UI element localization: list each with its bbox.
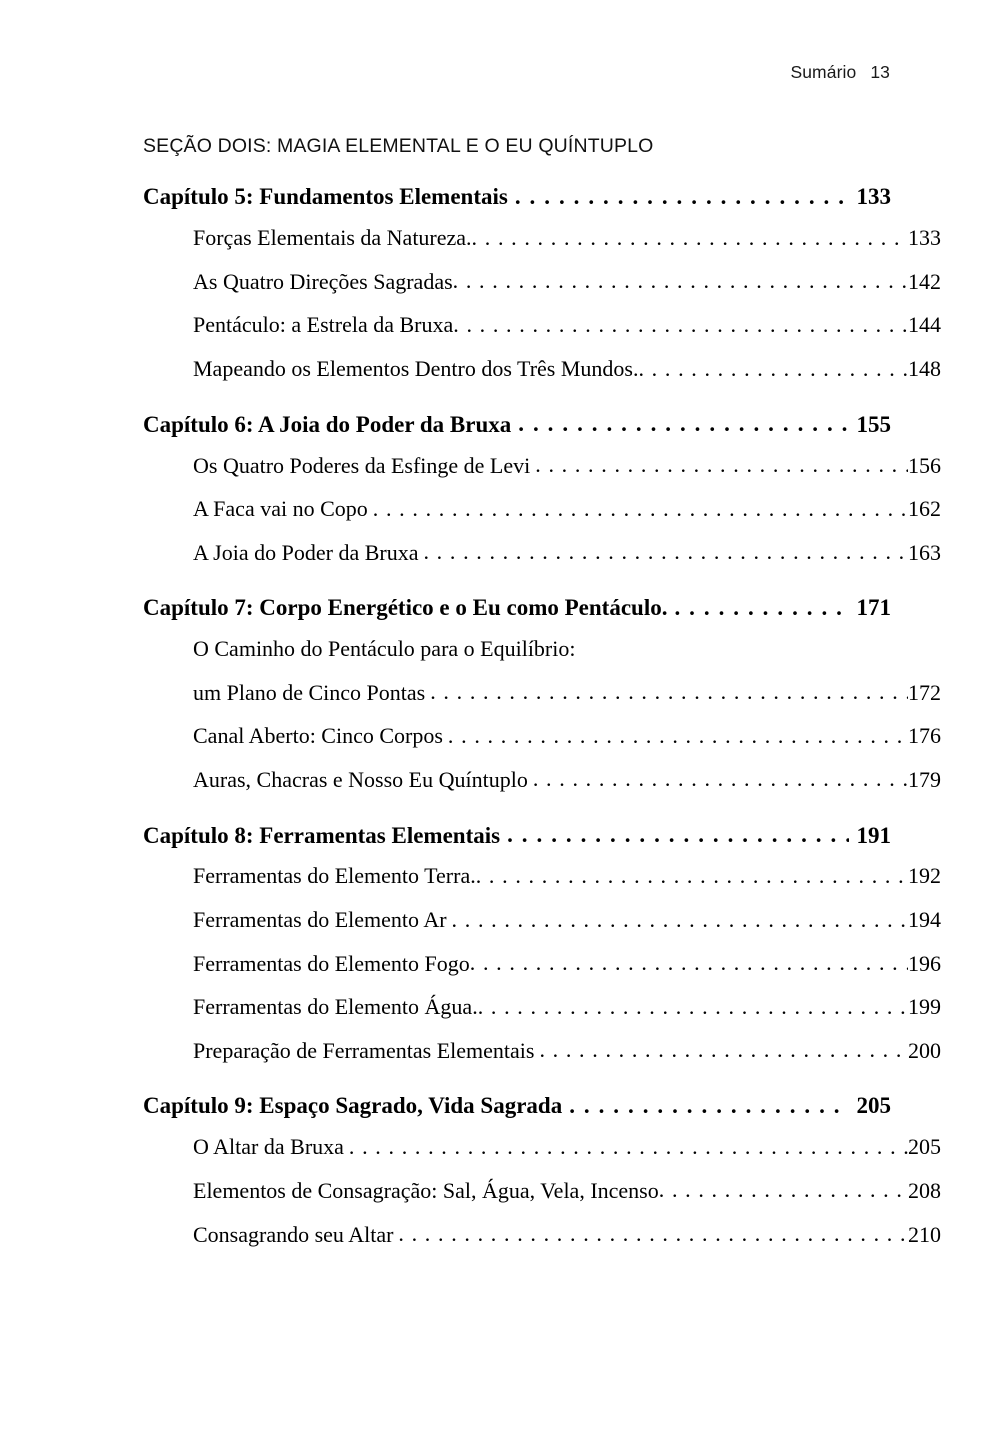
sub-entry[interactable]	[143, 1177, 941, 1206]
sub-entry-title: um Plano de Cinco Pontas	[193, 679, 426, 705]
dot-leader	[518, 409, 848, 439]
dot-leader	[515, 182, 849, 212]
section-heading: SEÇÃO DOIS: MAGIA ELEMENTAL E O EU QUÍNTUPLO	[143, 135, 654, 157]
dot-leader	[539, 1036, 908, 1065]
sub-entry-title: Ferramentas do Elemento Água.	[193, 994, 478, 1020]
sub-entry-title: Ferramentas do Elemento Terra.	[193, 863, 476, 889]
running-header-label: Sumário	[790, 62, 857, 82]
sub-entry-page-number: 179	[908, 766, 941, 792]
sub-entry[interactable]	[143, 268, 941, 297]
dot-leader	[638, 355, 908, 384]
sub-entry-title: As Quatro Direções Sagradas	[193, 268, 453, 294]
sub-entry[interactable]	[143, 539, 941, 568]
dot-leader	[452, 906, 908, 935]
chapter-page-number: 205	[856, 1093, 891, 1119]
sub-entry-title: Consagrando seu Altar	[193, 1221, 394, 1247]
sub-entry[interactable]	[143, 766, 941, 795]
dot-leader	[478, 993, 908, 1022]
table-of-contents	[143, 134, 941, 1249]
chapter-group	[143, 410, 941, 568]
sub-entry[interactable]	[143, 1133, 941, 1162]
dot-leader	[535, 451, 908, 480]
chapter-entry[interactable]	[143, 821, 891, 851]
chapter-entry[interactable]	[143, 182, 891, 212]
dot-leader	[507, 820, 848, 850]
chapter-group	[143, 821, 941, 1066]
dot-leader	[476, 862, 908, 891]
dot-leader	[674, 593, 848, 623]
sub-entry-title: Os Quatro Poderes da Esfinge de Levi	[193, 452, 531, 478]
sub-entry[interactable]	[143, 906, 941, 935]
chapter-title: Capítulo 7: Corpo Energético e o Eu como Pentáculo.	[143, 595, 668, 621]
dot-leader	[349, 1133, 908, 1162]
sub-entry-title: Elementos de Consagração: Sal, Água, Vela, Incenso	[193, 1177, 659, 1203]
sub-entry[interactable]	[143, 1037, 941, 1066]
chapter-page-number: 171	[856, 595, 891, 621]
sub-entry-title: Canal Aberto: Cinco Corpos	[193, 723, 443, 749]
sub-entry-page-number: 133	[908, 225, 941, 251]
dot-leader	[423, 538, 908, 567]
sub-entry[interactable]	[143, 679, 941, 708]
chapter-title: Capítulo 8: Ferramentas Elementais	[143, 822, 501, 848]
dot-leader	[659, 1176, 908, 1205]
sub-entry-page-number: 172	[908, 679, 941, 705]
chapter-list	[143, 182, 941, 1249]
chapter-entry[interactable]	[143, 410, 891, 440]
sub-entry-title: A Faca vai no Copo	[193, 496, 368, 522]
sub-entry[interactable]	[143, 355, 941, 384]
sub-entry[interactable]	[143, 722, 941, 751]
dot-leader	[373, 495, 908, 524]
chapter-group	[143, 1091, 941, 1249]
chapter-entry[interactable]	[143, 593, 891, 623]
sub-entry-title: O Altar da Bruxa	[193, 1134, 344, 1160]
sub-entry-page-number: 194	[908, 907, 941, 933]
sub-entry-title: Ferramentas do Elemento Fogo	[193, 950, 470, 976]
sub-entry-title: Pentáculo: a Estrela da Bruxa	[193, 312, 454, 338]
running-header-page-number: 13	[870, 62, 890, 82]
sub-entry-page-number: 176	[908, 723, 941, 749]
sub-entry-page-number: 148	[908, 356, 941, 382]
sub-entry-page-number: 156	[908, 452, 941, 478]
dot-leader	[398, 1220, 908, 1249]
sub-entry[interactable]	[143, 311, 941, 340]
chapter-title: Capítulo 5: Fundamentos Elementais	[143, 184, 508, 210]
sub-entry-page-number: 208	[908, 1177, 941, 1203]
sub-entry-page-number: 163	[908, 539, 941, 565]
sub-entry[interactable]	[143, 950, 941, 979]
sub-entry-page-number: 144	[908, 312, 941, 338]
sub-entry[interactable]	[143, 1221, 941, 1250]
sub-entry-page-number: 200	[908, 1037, 941, 1063]
sub-entry[interactable]	[143, 862, 941, 891]
sub-entry-title: Auras, Chacras e Nosso Eu Quíntuplo	[193, 766, 528, 792]
sub-entry-title: A Joia do Poder da Bruxa	[193, 539, 419, 565]
chapter-group	[143, 182, 941, 383]
dot-leader	[472, 224, 908, 253]
running-header	[0, 62, 890, 83]
dot-leader	[453, 267, 908, 296]
chapter-page-number: 133	[856, 184, 891, 210]
chapter-page-number: 191	[856, 822, 891, 848]
dot-leader	[448, 722, 908, 751]
chapter-page-number: 155	[856, 411, 891, 437]
sub-entry-title: Mapeando os Elementos Dentro dos Três Mundos.	[193, 356, 639, 382]
sub-entry[interactable]	[143, 224, 941, 253]
sub-entry-page-number: 199	[908, 994, 941, 1020]
sub-entry[interactable]	[143, 993, 941, 1022]
chapter-title: Capítulo 9: Espaço Sagrado, Vida Sagrada	[143, 1093, 563, 1119]
dot-leader	[453, 311, 908, 340]
dot-leader	[569, 1091, 848, 1121]
sub-entry-page-number: 192	[908, 863, 941, 889]
sub-entry[interactable]	[143, 495, 941, 524]
chapter-entry[interactable]	[143, 1091, 891, 1121]
dot-leader	[430, 678, 908, 707]
chapter-group	[143, 593, 941, 794]
sub-entry-page-number: 162	[908, 496, 941, 522]
dot-leader	[470, 949, 908, 978]
sub-entry-title: Preparação de Ferramentas Elementais	[193, 1037, 535, 1063]
sub-entry-page-number: 210	[908, 1221, 941, 1247]
sub-entry-page-number: 205	[908, 1134, 941, 1160]
dot-leader	[533, 765, 908, 794]
sub-entry-title: Ferramentas do Elemento Ar	[193, 907, 447, 933]
sub-entry-first-line: O Caminho do Pentáculo para o Equilíbrio:	[193, 636, 576, 662]
sub-entry[interactable]	[143, 452, 941, 481]
chapter-title: Capítulo 6: A Joia do Poder da Bruxa	[143, 411, 512, 437]
sub-entry-page-number: 142	[908, 268, 941, 294]
sub-entry-page-number: 196	[908, 950, 941, 976]
sub-entry-title: Forças Elementais da Natureza.	[193, 225, 472, 251]
